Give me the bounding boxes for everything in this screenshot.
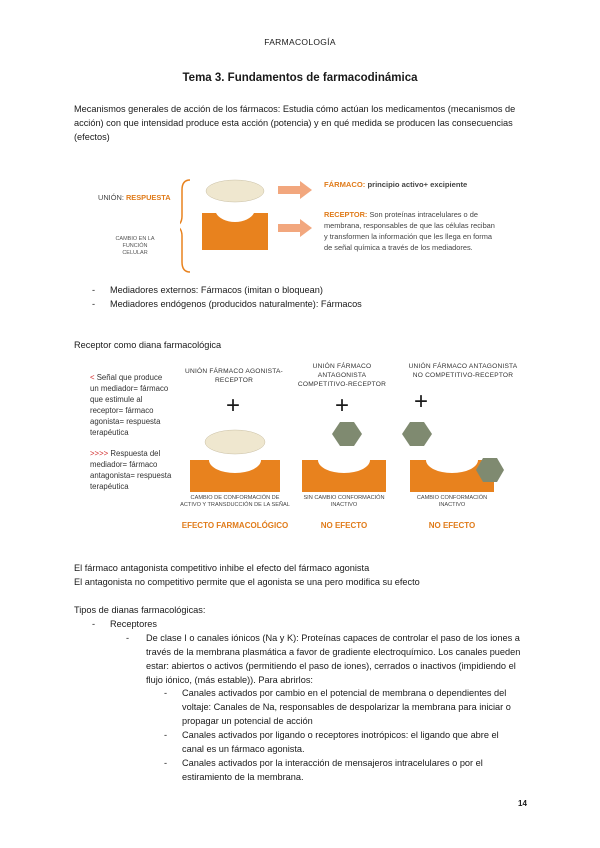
list-item: - Mediadores externos: Fármacos (imitan o bloquean) xyxy=(92,285,323,295)
caption-competitive: SIN CAMBIO CONFORMACIÓN INACTIVO xyxy=(303,495,385,508)
side2-text: Respuesta del mediador= fármaco antagonista= respuesta terapéutica xyxy=(90,449,172,491)
plus-icon: + xyxy=(334,392,349,419)
diagram-receptor-diana xyxy=(90,362,520,532)
list-item-sub: - Canales activados por cambio en el potencial de membrana o dependientes del voltaje: Canales de Na, responsables de despolarizar la membrana para iniciar o propagar un potencial de acción xyxy=(164,688,511,726)
effect-noncompetitive: NO EFECTO xyxy=(428,521,476,530)
list-item-sub: - Canales activados por la interacción de mensajeros intracelulares o por el estiramiento de la membrana. xyxy=(164,758,483,782)
arrow-icon xyxy=(278,219,312,237)
union-label: UNIÓN: xyxy=(98,193,124,202)
panel-label-noncompetitive: UNIÓN FÁRMACO ANTAGONISTA NO COMPETITIVO-RECEPTOR xyxy=(408,363,518,379)
plus-icon: + xyxy=(225,392,240,419)
tipos-title: Tipos de dianas farmacológicas: xyxy=(74,605,206,615)
panel-graphic-noncompetitive xyxy=(394,420,514,500)
list-item-sub: - Canales activados por ligando o receptores inotrópicos: el ligando que abre el canal es un fármaco agonista. xyxy=(164,730,499,754)
panel-graphic-competitive xyxy=(294,420,394,500)
side2-arrow: >>>> xyxy=(90,449,109,458)
brace-icon xyxy=(180,180,190,272)
page-title: Tema 3. Fundamentos de farmacodinámica xyxy=(182,72,418,84)
diagram-union-respuesta xyxy=(90,178,510,278)
receptor-shape xyxy=(202,213,268,250)
plus-icon: + xyxy=(413,388,428,415)
effect-competitive: NO EFECTO xyxy=(320,521,368,530)
panel-label-agonist: UNIÓN FÁRMACO AGONISTA-RECEPTOR xyxy=(185,368,283,384)
intro-paragraph: Mecanismos generales de acción de los fármacos: Estudia cómo actúan los medicamentos (mecanismos de acción) con que intensidad produce esta acción (potencia) y en qué medida se producen las consecuencias (efectos) xyxy=(74,104,516,142)
panel-label-competitive: UNIÓN FÁRMACO ANTAGONISTA COMPETITIVO-RECEPTOR xyxy=(297,363,387,388)
receptor-label: RECEPTOR: xyxy=(324,210,368,219)
farmaco-label: FÁRMACO: xyxy=(324,180,366,189)
page-number: 14 xyxy=(518,799,527,808)
section-title-receptor: Receptor como diana farmacológica xyxy=(74,340,222,350)
receptor-desc: Son proteínas intracelulares o de membrana, responsables de que las células reciban y transformen la información que les llega en forma de señal química a través de los mediadores. xyxy=(324,210,495,252)
page-header: FARMACOLOGÍA xyxy=(264,37,336,47)
farmaco-desc: principio activo+ excipiente xyxy=(367,180,468,189)
caption-agonist: CAMBIO DE CONFORMACIÓN DE ACTIVO Y TRANSDUCCIÓN DE LA SEÑAL xyxy=(180,495,290,508)
respuesta-label: RESPUESTA xyxy=(125,193,171,202)
panel-graphic-agonist xyxy=(180,420,290,500)
cambio-label: CAMBIO EN LA FUNCIÓN CELULAR xyxy=(115,236,155,256)
side-text-agonist xyxy=(90,372,172,438)
farmaco-ellipse xyxy=(206,180,264,202)
caption-noncompetitive: CAMBIO CONFORMACIÓN INACTIVO xyxy=(416,495,488,508)
statement-noncompetitive: El antagonista no competitivo permite que el agonista se una pero modifica su efecto xyxy=(74,577,420,587)
list-item-receptores: - Receptores xyxy=(92,619,157,629)
effect-agonist: EFECTO FARMACOLÓGICO xyxy=(181,521,289,530)
side-text-antagonist xyxy=(90,448,172,492)
arrow-icon xyxy=(278,181,312,199)
union-diagram-graphic xyxy=(180,178,320,278)
list-item-clase1: - De clase I o canales iónicos (Na y K): Proteínas capaces de controlar el paso de los iones a través de la membrana plasmática a favor de gradiente electroquímico. Los canales pueden estar: abiertos o activos (permitiendo el paso de iones), cerrados o inactivos (impidiendo el flujo iónico, (más estable)). Para abrirlos: xyxy=(126,633,521,685)
side1-arrow: < xyxy=(90,373,95,382)
side1-text: Señal que produce un mediador= fármaco que estimule al receptor= fármaco agonista= respuesta terapéutica xyxy=(90,373,169,437)
list-item: - Mediadores endógenos (producidos naturalmente): Fármacos xyxy=(92,299,362,309)
statement-competitive: El fármaco antagonista competitivo inhibe el efecto del fármaco agonista xyxy=(74,563,370,573)
